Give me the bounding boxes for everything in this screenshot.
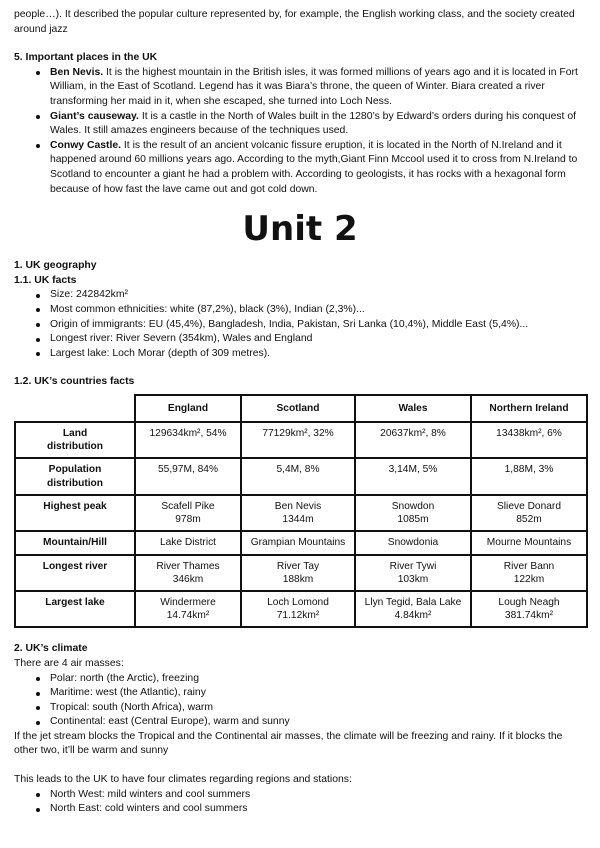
place-name: Giant’s causeway. xyxy=(50,110,139,122)
column-header: Wales xyxy=(355,395,471,422)
cell-line: Lough Neagh xyxy=(498,596,560,608)
cell-line: 4.84km² xyxy=(394,610,432,622)
fact-item: Largest lake: Loch Morar (depth of 309 metres). xyxy=(50,347,586,362)
table-cell xyxy=(355,422,471,458)
cell-line: Snowdon xyxy=(391,500,435,512)
cell-line: 13438km², 6% xyxy=(496,428,562,440)
cell-line: 14.74km² xyxy=(166,610,210,622)
cell-line: 129634km², 54% xyxy=(149,428,227,440)
cell-line: Grampian Mountains xyxy=(250,537,346,549)
air-mass-item: Tropical: south (North Africa), warm xyxy=(50,701,586,716)
place-text: It is the highest mountain in the British isles, it was formed millions of years ago and it is located in Fort William, in the East of Scotland. Legend has it was Biara’s throne, the queen of Winter. Biara created a river transforming her maid in it, when she escaped, she turned into Loch Ness. xyxy=(50,66,578,107)
cell-line: 381.74km² xyxy=(504,610,554,622)
table-cell xyxy=(241,495,355,531)
table-row xyxy=(15,591,587,627)
regions-list xyxy=(14,788,586,817)
place-name: Ben Nevis. xyxy=(50,66,104,78)
cell-line: 1,88M, 3% xyxy=(504,464,554,476)
place-text: It is a castle in the North of Wales built in the 1280’s by Edward’s orders during his conquest of Wales. It still amazes engineers because of the techniques used. xyxy=(50,110,576,137)
row-header xyxy=(15,555,135,591)
table-cell xyxy=(355,555,471,591)
place-giants-causeway xyxy=(50,110,586,139)
row-header xyxy=(15,531,135,554)
unit-title: Unit 2 xyxy=(242,209,358,250)
table-header-row xyxy=(15,395,587,422)
cell-line: 188km xyxy=(282,573,314,585)
countries-table xyxy=(14,394,588,628)
air-masses-list xyxy=(14,672,586,730)
table-cell xyxy=(241,458,355,494)
place-name: Conwy Castle. xyxy=(50,139,122,151)
table-row xyxy=(15,555,587,591)
facts-heading: 1.1. UK facts xyxy=(14,274,77,286)
cell-line: Mourne Mountains xyxy=(486,537,572,549)
countries-heading: 1.2. UK’s countries facts xyxy=(14,376,135,388)
table-cell xyxy=(135,458,241,494)
cell-line: 20637km², 8% xyxy=(380,428,446,440)
column-header: Scotland xyxy=(241,395,355,422)
cell-line: Llyn Tegid, Bala Lake xyxy=(364,596,462,608)
cell-line: Snowdonia xyxy=(387,537,439,549)
cell-line: 71.12km² xyxy=(276,610,320,622)
table-row xyxy=(15,458,587,494)
row-header-line: Land xyxy=(62,428,88,440)
jet-stream-paragraph: If the jet stream blocks the Tropical and the Continental air masses, the climate will be freezing and rainy. If it blocks the other two, it’ll be warm and sunny xyxy=(14,730,563,757)
cell-line: River Bann xyxy=(503,560,555,572)
row-header-line: distribution xyxy=(46,477,104,489)
cell-line: Slieve Donard xyxy=(497,500,561,512)
cell-line: 1344m xyxy=(282,514,314,526)
table-cell xyxy=(355,458,471,494)
table-row xyxy=(15,495,587,531)
table-cell xyxy=(241,531,355,554)
cell-line: Scafell Pike xyxy=(161,500,215,512)
cell-line: Lake District xyxy=(159,537,217,549)
table-cell xyxy=(471,591,587,627)
cell-line: 1085m xyxy=(397,514,429,526)
table-cell xyxy=(471,495,587,531)
table-cell xyxy=(471,422,587,458)
cell-line: 77129km², 32% xyxy=(262,428,334,440)
air-mass-item: Polar: north (the Arctic), freezing xyxy=(50,672,586,687)
table-cell xyxy=(135,591,241,627)
table-cell xyxy=(471,458,587,494)
fact-item: Longest river: River Severn (354km), Wales and England xyxy=(50,332,586,347)
cell-line: 55,97M, 84% xyxy=(157,464,219,476)
cell-line: 122km xyxy=(513,573,545,585)
table-cell xyxy=(135,495,241,531)
row-header xyxy=(15,591,135,627)
region-item: North West: mild winters and cool summers xyxy=(50,788,586,803)
table-cell xyxy=(135,555,241,591)
places-list xyxy=(14,66,586,197)
row-header-line: Longest river xyxy=(42,560,108,572)
intro-paragraph: people…). It described the popular culture represented by, for example, the English working class, and the society created around jazz xyxy=(14,9,575,35)
cell-line: 5,4M, 8% xyxy=(276,464,320,476)
row-header-line: Highest peak xyxy=(43,500,107,512)
row-header xyxy=(15,495,135,531)
fact-item: Most common ethnicities: white (87,2%), black (3%), Indian (2,3%)... xyxy=(50,303,586,318)
cell-line: Windermere xyxy=(160,596,216,608)
cell-line: River Thames xyxy=(156,560,220,572)
table-cell xyxy=(355,591,471,627)
geography-heading: 1. UK geography xyxy=(14,260,97,272)
cell-line: Ben Nevis xyxy=(274,500,322,512)
cell-line: River Tay xyxy=(276,560,320,572)
region-item: North East: cold winters and cool summers xyxy=(50,802,586,817)
table-cell xyxy=(135,422,241,458)
table-body xyxy=(15,422,587,627)
air-mass-item: Continental: east (Central Europe), warm and sunny xyxy=(50,715,586,730)
cell-line: 3,14M, 5% xyxy=(388,464,438,476)
table-cell xyxy=(241,422,355,458)
table-cell xyxy=(355,531,471,554)
cell-line: River Tywi xyxy=(389,560,437,572)
place-ben-nevis xyxy=(50,66,586,110)
table-row xyxy=(15,422,587,458)
table-cell xyxy=(471,555,587,591)
cell-line: Loch Lomond xyxy=(267,596,329,608)
column-header: Northern Ireland xyxy=(471,395,587,422)
fact-item: Origin of immigrants: EU (45,4%), Bangladesh, India, Pakistan, Sri Lanka (10,4%), Middle East (5,4%)... xyxy=(50,318,586,333)
row-header-line: Largest lake xyxy=(45,596,105,608)
row-header-line: Mountain/Hill xyxy=(43,537,107,549)
column-header: England xyxy=(135,395,241,422)
place-conwy-castle xyxy=(50,139,586,197)
four-climates-paragraph: This leads to the UK to have four climates regarding regions and stations: xyxy=(14,774,352,786)
fact-item: Size: 242842km² xyxy=(50,288,586,303)
row-header-line: Population xyxy=(48,464,102,476)
table-corner xyxy=(15,395,135,422)
row-header xyxy=(15,458,135,494)
cell-line: 978m xyxy=(175,514,201,526)
table-row xyxy=(15,531,587,554)
cell-line: 852m xyxy=(516,514,542,526)
place-text: It is the result of an ancient volcanic fissure eruption, it is located in the North of N.Ireland and it happened around 60 millions years ago. According to the myth,Giant Finn Mccool used it to cross from N.Ireland to Scotland to encounter a giant he had a problem with. According to geologists, it has rocks with a hexagonal form because of how fast the lave came out and got cold down. xyxy=(50,139,578,195)
row-header xyxy=(15,422,135,458)
facts-list xyxy=(14,288,586,361)
table-cell xyxy=(241,591,355,627)
table-cell xyxy=(135,531,241,554)
table-cell xyxy=(355,495,471,531)
cell-line: 103km xyxy=(397,573,429,585)
cell-line: 346km xyxy=(172,573,204,585)
table-cell xyxy=(471,531,587,554)
places-heading: 5. Important places in the UK xyxy=(14,52,158,64)
table-cell xyxy=(241,555,355,591)
climate-heading: 2. UK’s climate xyxy=(14,643,88,655)
row-header-line: distribution xyxy=(46,441,104,453)
air-mass-item: Maritime: west (the Atlantic), rainy xyxy=(50,686,586,701)
climate-intro: There are 4 air masses: xyxy=(14,657,124,669)
